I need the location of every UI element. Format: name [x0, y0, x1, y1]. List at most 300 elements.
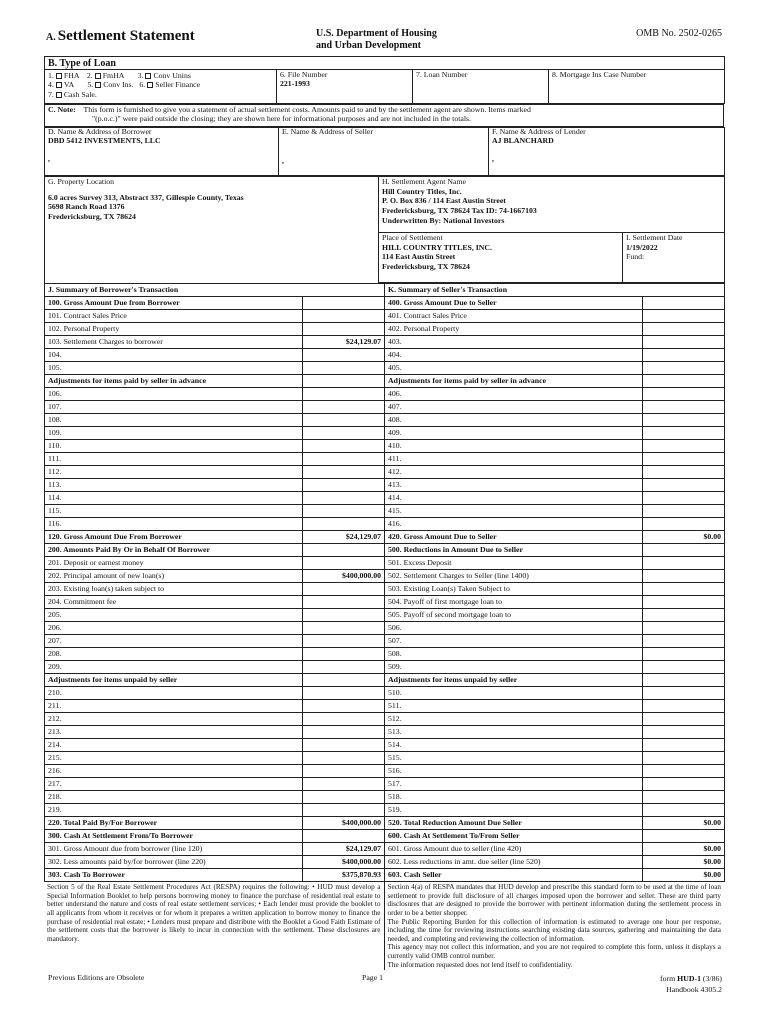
seller-line-amount[interactable] [643, 583, 725, 596]
seller-line-amount[interactable] [643, 739, 725, 752]
borrower-line-amount[interactable]: $400,000.00 [303, 570, 385, 583]
seller-line-amount[interactable] [643, 557, 725, 570]
seller-line-label: 602. Less reductions in amt. due seller (line 520) [385, 856, 643, 869]
seller-line-label: 405. [385, 362, 643, 375]
agent-line-3: Fredericksburg, TX 78624 Tax ID: 74-1667103 [382, 206, 537, 216]
summary-row [45, 609, 725, 622]
seller-line-label: 404. [385, 349, 643, 362]
borrower-name: DBD 5412 INVESTMENTS, LLC [48, 135, 161, 145]
property-location-cell [45, 177, 379, 283]
borrower-line-label: 210. [45, 687, 303, 700]
seller-line-amount[interactable]: $0.00 [643, 843, 725, 856]
respa-section-5-text: Section 5 of the Real Estate Settlement Procedures Act (RESPA) requires the following: • HUD must develop a Special Information Booklet to help persons borrowing money to finance the purchase of residential real estate to better understand the nature and costs of real estate settlement services; • Each lender must provide the booklet to all applicants from whom it receives or for whom it prepares a written application to borrow money to finance the purchase of residential real estate; • Lenders must prepare and distribute with the Booklet a Good Faith Estimate of the settlement costs that the borrower is likely to incur in connection with the settlement. These disclosures are mandatory. [44, 882, 384, 970]
seller-line-amount[interactable] [643, 635, 725, 648]
borrower-line-label: 103. Settlement Charges to borrower [45, 336, 303, 349]
summary-row [45, 843, 725, 856]
seller-line-label: 504. Payoff of first mortgage loan to [385, 596, 643, 609]
lender-label: F. Name & Address of Lender [492, 127, 586, 136]
borrower-line-label: 215. [45, 752, 303, 765]
summary-row [45, 349, 725, 362]
seller-line-label: 518. [385, 791, 643, 804]
lender-cell: F. Name & Address of Lender AJ BLANCHARD , [489, 128, 725, 176]
conv-unins-checkbox[interactable] [145, 73, 151, 79]
summary-row [45, 336, 725, 349]
summary-row [45, 739, 725, 752]
seller-line-label: 407. [385, 401, 643, 414]
borrower-line-label: 112. [45, 466, 303, 479]
summary-row [45, 375, 725, 388]
seller-line-label: 603. Cash Seller [385, 869, 643, 882]
seller-line-label: 409. [385, 427, 643, 440]
summary-row [45, 323, 725, 336]
borrower-cell: D. Name & Address of Borrower DBD 5412 INVESTMENTS, LLC , [45, 128, 279, 176]
summary-row [45, 518, 725, 531]
borrower-line-label: 202. Principal amount of new loan(s) [45, 570, 303, 583]
property-location-label: G. Property Location [48, 177, 115, 186]
file-number-label: 6. File Number [280, 70, 328, 79]
summary-row [45, 427, 725, 440]
va-checkbox[interactable] [56, 82, 62, 88]
seller-line-label: 510. [385, 687, 643, 700]
seller-line-amount[interactable] [643, 700, 725, 713]
agent-line-2: P. O. Box 836 / 114 East Austin Street [382, 196, 506, 206]
summary-row [45, 648, 725, 661]
borrower-line-amount[interactable] [303, 622, 385, 635]
seller-line-amount[interactable] [643, 687, 725, 700]
borrower-line-amount[interactable] [303, 583, 385, 596]
summary-row [45, 310, 725, 323]
borrower-line-amount[interactable] [303, 830, 385, 843]
parties-section [44, 127, 725, 176]
seller-line-label: 520. Total Reduction Amount Due Seller [385, 817, 643, 830]
seller-line-amount[interactable] [643, 479, 725, 492]
borrower-line-label: 106. [45, 388, 303, 401]
borrower-line-label: 204. Commitment fee [45, 596, 303, 609]
borrower-line-amount[interactable]: $375,870.93 [303, 869, 385, 882]
section-letter: A. [46, 32, 56, 43]
seller-cell: E. Name & Address of Seller , [279, 128, 489, 176]
settlement-date-label: I. Settlement Date [626, 233, 683, 242]
seller-line-label: 517. [385, 778, 643, 791]
borrower-line-amount[interactable] [303, 596, 385, 609]
borrower-line-amount[interactable]: $24,129.07 [303, 531, 385, 544]
borrower-line-amount[interactable] [303, 687, 385, 700]
property-line-3: Fredericksburg, TX 78624 [48, 212, 136, 222]
borrower-line-label: 200. Amounts Paid By Or in Behalf Of Borrower [45, 544, 303, 557]
seller-line-label: 516. [385, 765, 643, 778]
borrower-line-amount[interactable] [303, 492, 385, 505]
form-identifier: form HUD-1 (3/86) Handbook 4305.2 [660, 974, 722, 994]
borrower-line-label: 101. Contract Sales Price [45, 310, 303, 323]
seller-line-amount[interactable] [643, 713, 725, 726]
borrower-line-label: 213. [45, 726, 303, 739]
document-header [44, 22, 724, 56]
seller-line-label: 413. [385, 479, 643, 492]
borrower-line-label: 207. [45, 635, 303, 648]
summary-row [45, 791, 725, 804]
seller-line-amount[interactable] [643, 648, 725, 661]
seller-line-label: 403. [385, 336, 643, 349]
borrower-line-amount[interactable] [303, 440, 385, 453]
borrower-line-label: 208. [45, 648, 303, 661]
seller-line-label: 500. Reductions in Amount Due to Seller [385, 544, 643, 557]
seller-line-amount[interactable] [643, 466, 725, 479]
seller-line-amount[interactable] [643, 726, 725, 739]
department-name [316, 28, 437, 52]
borrower-label: D. Name & Address of Borrower [48, 127, 152, 136]
seller-line-amount[interactable] [643, 765, 725, 778]
borrower-line-amount[interactable] [303, 362, 385, 375]
borrower-line-label: 111. [45, 453, 303, 466]
seller-line-label: 502. Settlement Charges to Seller (line 1400) [385, 570, 643, 583]
seller-line-label: Adjustments for items paid by seller in advance [385, 375, 643, 388]
obsolete-notice: Previous Editions are Obsolete [48, 973, 145, 983]
borrower-line-label: 108. [45, 414, 303, 427]
conv-ins-checkbox[interactable] [95, 82, 101, 88]
summary-row [45, 401, 725, 414]
borrower-line-amount[interactable] [303, 427, 385, 440]
seller-line-amount[interactable] [643, 830, 725, 843]
note-text-1: This form is furnished to give you a statement of actual settlement costs. Amounts paid to and by the settlement agent are shown. Items marked [83, 105, 531, 114]
borrower-line-label: 203. Existing loan(s) taken subject to [45, 583, 303, 596]
title-text: Settlement Statement [57, 28, 195, 44]
seller-line-amount[interactable] [643, 661, 725, 674]
mortgage-case-cell[interactable] [549, 70, 725, 104]
file-number-cell[interactable] [277, 70, 413, 104]
summary-row [45, 674, 725, 687]
seller-line-label: 511. [385, 700, 643, 713]
seller-line-label: 503. Existing Loan(s) Taken Subject to [385, 583, 643, 596]
summary-row [45, 700, 725, 713]
borrower-line-amount[interactable] [303, 388, 385, 401]
seller-line-label: 505. Payoff of second mortgage loan to [385, 609, 643, 622]
borrower-line-label: 105. [45, 362, 303, 375]
seller-line-label: 506. [385, 622, 643, 635]
summary-row [45, 362, 725, 375]
seller-line-amount[interactable] [643, 427, 725, 440]
summary-row [45, 596, 725, 609]
note-text-2: "(p.o.c.)" were paid outside the closing; they are shown here for informational purposes and are not included in the totals. [92, 113, 471, 123]
borrower-line-amount[interactable] [303, 739, 385, 752]
note-label: C. Note: [48, 105, 76, 114]
seller-line-label: 519. [385, 804, 643, 817]
borrower-line-label: 120. Gross Amount Due From Borrower [45, 531, 303, 544]
summary-row [45, 726, 725, 739]
seller-line-amount[interactable] [643, 297, 725, 310]
summary-row [45, 778, 725, 791]
seller-line-amount[interactable] [643, 544, 725, 557]
summary-row [45, 583, 725, 596]
seller-line-amount[interactable] [643, 375, 725, 388]
seller-line-amount[interactable] [643, 518, 725, 531]
seller-line-amount[interactable] [643, 791, 725, 804]
summary-row [45, 713, 725, 726]
borrower-line-label: 113. [45, 479, 303, 492]
borrower-line-label: 107. [45, 401, 303, 414]
summary-row [45, 414, 725, 427]
place-of-settlement-cell [379, 233, 623, 283]
seller-line-amount[interactable] [643, 492, 725, 505]
seller-line-amount[interactable] [643, 674, 725, 687]
borrower-line-label: Adjustments for items paid by seller in advance [45, 375, 303, 388]
borrower-summary-heading: J. Summary of Borrower's Transaction [45, 284, 385, 297]
summary-row [45, 453, 725, 466]
borrower-line-amount[interactable]: $400,000.00 [303, 817, 385, 830]
borrower-line-label: 209. [45, 661, 303, 674]
borrower-line-amount[interactable] [303, 557, 385, 570]
borrower-line-label: 303. Cash To Borrower [45, 869, 303, 882]
borrower-line-amount[interactable] [303, 648, 385, 661]
place-line-1: HILL COUNTRY TITLES, INC. [382, 242, 492, 252]
seller-line-amount[interactable] [643, 349, 725, 362]
borrower-line-label: 218. [45, 791, 303, 804]
borrower-line-label: 219. [45, 804, 303, 817]
borrower-line-label: 114. [45, 492, 303, 505]
borrower-line-label: 104. [45, 349, 303, 362]
borrower-line-amount[interactable] [303, 401, 385, 414]
borrower-line-amount[interactable] [303, 791, 385, 804]
seller-line-amount[interactable] [643, 778, 725, 791]
borrower-line-amount[interactable] [303, 778, 385, 791]
borrower-line-amount[interactable] [303, 661, 385, 674]
seller-line-amount[interactable] [643, 622, 725, 635]
borrower-line-amount[interactable] [303, 349, 385, 362]
fha-checkbox[interactable] [56, 73, 62, 79]
borrower-line-label: 214. [45, 739, 303, 752]
fmha-checkbox[interactable] [95, 73, 101, 79]
seller-line-label: 411. [385, 453, 643, 466]
page-footer [44, 974, 724, 998]
loan-type-options: 1. FHA 2. FmHA 3. Conv Unins 4. VA 5. Conv Ins. 6. Seller Finance 7. Cash Sale. [45, 70, 277, 104]
page-number: Page 1 [362, 973, 384, 983]
summary-row [45, 570, 725, 583]
seller-line-amount[interactable] [643, 804, 725, 817]
loan-number-cell[interactable] [413, 70, 549, 104]
borrower-line-label: 201. Deposit or earnest money [45, 557, 303, 570]
handbook-number: Handbook 4305.2 [666, 984, 722, 994]
borrower-line-amount[interactable]: $400,000.00 [303, 856, 385, 869]
summary-row [45, 830, 725, 843]
seller-finance-checkbox[interactable] [147, 82, 153, 88]
summary-row [45, 635, 725, 648]
borrower-line-amount[interactable]: $24,129.07 [303, 843, 385, 856]
seller-line-amount[interactable] [643, 609, 725, 622]
borrower-line-label: 211. [45, 700, 303, 713]
file-number-value: 221-1993 [280, 78, 310, 88]
respa-4a-paragraph: Section 4(a) of RESPA mandates that HUD develop and prescribe this standard form to be used at the time of loan settlement to provide full disclosure of all charges imposed upon the borrower and seller. These are third party disclosures that are designed to provide the borrower with pertinent information during the settlement process in order to be a better shopper. [387, 883, 721, 917]
borrower-line-amount[interactable] [303, 297, 385, 310]
borrower-line-label: 220. Total Paid By/For Borrower [45, 817, 303, 830]
seller-line-label: 401. Contract Sales Price [385, 310, 643, 323]
borrower-line-label: 110. [45, 440, 303, 453]
seller-line-label: 515. [385, 752, 643, 765]
loan-number-label: 7. Loan Number [416, 70, 468, 79]
borrower-line-amount[interactable] [303, 310, 385, 323]
borrower-line-label: Adjustments for items unpaid by seller [45, 674, 303, 687]
seller-line-amount[interactable] [643, 336, 725, 349]
summary-row [45, 388, 725, 401]
seller-summary-heading: K. Summary of Seller's Transaction [385, 284, 725, 297]
respa-section-4-text [384, 882, 724, 970]
seller-line-label: 402. Personal Property [385, 323, 643, 336]
seller-line-label: 414. [385, 492, 643, 505]
department-line-1: U.S. Department of Housing [316, 28, 437, 39]
seller-line-amount[interactable] [643, 401, 725, 414]
borrower-line-amount[interactable] [303, 453, 385, 466]
seller-line-amount[interactable] [643, 752, 725, 765]
summary-row [45, 765, 725, 778]
summary-row [45, 622, 725, 635]
seller-line-label: 512. [385, 713, 643, 726]
seller-line-label: 501. Excess Deposit [385, 557, 643, 570]
property-line-2: 5698 Ranch Road 1376 [48, 202, 125, 212]
seller-line-label: 507. [385, 635, 643, 648]
form-name: HUD-1 [677, 974, 701, 984]
summary-row [45, 492, 725, 505]
borrower-line-label: 206. [45, 622, 303, 635]
borrower-line-amount[interactable] [303, 635, 385, 648]
summary-row [45, 856, 725, 869]
borrower-line-amount[interactable] [303, 505, 385, 518]
seller-line-label: 513. [385, 726, 643, 739]
borrower-line-amount[interactable] [303, 804, 385, 817]
borrower-line-amount[interactable] [303, 518, 385, 531]
seller-line-amount[interactable] [643, 323, 725, 336]
borrower-line-amount[interactable] [303, 726, 385, 739]
summary-table [44, 283, 725, 882]
property-line-1: 6.0 acres Survey 313, Abstract 337, Gillespie County, Texas [48, 192, 244, 202]
borrower-line-label: 216. [45, 765, 303, 778]
settlement-agent-cell [379, 177, 725, 233]
seller-line-label: 416. [385, 518, 643, 531]
summary-row [45, 531, 725, 544]
lender-name: AJ BLANCHARD [492, 135, 554, 145]
summary-row [45, 752, 725, 765]
summary-row [45, 544, 725, 557]
agent-line-1: Hill Country Titles, Inc. [382, 186, 462, 196]
legal-disclosure [44, 882, 724, 970]
borrower-line-label: 217. [45, 778, 303, 791]
borrower-line-amount[interactable] [303, 765, 385, 778]
borrower-line-label: 300. Cash At Settlement From/To Borrower [45, 830, 303, 843]
type-of-loan-section [44, 56, 725, 104]
seller-line-label: 400. Gross Amount Due to Seller [385, 297, 643, 310]
seller-line-amount[interactable] [643, 570, 725, 583]
summary-row [45, 687, 725, 700]
place-line-2: 114 East Austin Street [382, 252, 456, 262]
borrower-line-label: 212. [45, 713, 303, 726]
seller-line-amount[interactable] [643, 310, 725, 323]
borrower-line-label: 205. [45, 609, 303, 622]
settlement-date-cell [623, 233, 725, 283]
seller-line-amount[interactable] [643, 388, 725, 401]
borrower-line-label: 301. Gross Amount due from borrower (line 120) [45, 843, 303, 856]
cash-sale-checkbox[interactable] [56, 92, 62, 98]
borrower-line-label: 100. Gross Amount Due from Borrower [45, 297, 303, 310]
property-agent-section [44, 176, 725, 283]
seller-line-amount[interactable]: $0.00 [643, 856, 725, 869]
settlement-agent-label: H. Settlement Agent Name [382, 177, 467, 186]
reporting-burden-paragraph: The Public Reporting Burden for this collection of information is estimated to average one hour per response, including the time for reviewing instructions searching existing data sources, gathering and maintaining the data needed, and completing and reviewing the collection of information. [387, 917, 721, 943]
seller-line-amount[interactable] [643, 453, 725, 466]
borrower-line-amount[interactable] [303, 414, 385, 427]
borrower-line-amount[interactable] [303, 323, 385, 336]
summary-row [45, 661, 725, 674]
seller-line-label: 410. [385, 440, 643, 453]
borrower-line-label: 302. Less amounts paid by/for borrower (line 220) [45, 856, 303, 869]
borrower-line-amount[interactable] [303, 713, 385, 726]
borrower-line-amount[interactable] [303, 609, 385, 622]
seller-line-amount[interactable] [643, 414, 725, 427]
borrower-line-amount[interactable] [303, 544, 385, 557]
seller-line-label: 601. Gross Amount due to seller (line 420) [385, 843, 643, 856]
summary-row [45, 557, 725, 570]
seller-line-amount[interactable]: $0.00 [643, 531, 725, 544]
summary-row [45, 479, 725, 492]
fund-label: Fund: [626, 252, 645, 262]
summary-row [45, 869, 725, 882]
mortgage-case-label: 8. Mortgage Ins Case Number [552, 70, 647, 79]
seller-line-amount[interactable]: $0.00 [643, 817, 725, 830]
borrower-line-amount[interactable]: $24,129.07 [303, 336, 385, 349]
seller-line-label: 420. Gross Amount Due to Seller [385, 531, 643, 544]
borrower-line-amount[interactable] [303, 674, 385, 687]
borrower-line-label: 109. [45, 427, 303, 440]
seller-line-amount[interactable]: $0.00 [643, 869, 725, 882]
seller-line-label: Adjustments for items unpaid by seller [385, 674, 643, 687]
seller-line-label: 415. [385, 505, 643, 518]
summary-row [45, 817, 725, 830]
borrower-line-amount[interactable] [303, 466, 385, 479]
note-section [44, 104, 724, 127]
seller-line-label: 408. [385, 414, 643, 427]
document-title [46, 28, 195, 45]
seller-line-amount[interactable] [643, 440, 725, 453]
borrower-line-amount[interactable] [303, 752, 385, 765]
settlement-date-value: 1/19/2022 [626, 242, 658, 252]
department-line-2: and Urban Development [316, 40, 422, 51]
settlement-statement-page [44, 22, 724, 998]
borrower-line-label: 102. Personal Property [45, 323, 303, 336]
seller-line-label: 509. [385, 661, 643, 674]
borrower-line-amount[interactable] [303, 479, 385, 492]
borrower-line-amount[interactable] [303, 375, 385, 388]
summary-row [45, 505, 725, 518]
seller-line-label: 412. [385, 466, 643, 479]
seller-line-label: 406. [385, 388, 643, 401]
summary-row [45, 804, 725, 817]
seller-line-label: 600. Cash At Settlement To/From Seller [385, 830, 643, 843]
summary-row [45, 466, 725, 479]
summary-row [45, 297, 725, 310]
type-of-loan-heading: B. Type of Loan [45, 57, 725, 70]
confidentiality-paragraph: The information requested does not lend itself to confidentiality. [387, 960, 573, 969]
borrower-line-label: 116. [45, 518, 303, 531]
seller-line-amount[interactable] [643, 596, 725, 609]
seller-line-amount[interactable] [643, 362, 725, 375]
seller-label: E. Name & Address of Seller [282, 127, 373, 136]
place-label: Place of Settlement [382, 233, 443, 242]
borrower-line-amount[interactable] [303, 700, 385, 713]
seller-line-label: 514. [385, 739, 643, 752]
agent-line-4: Underwritten By: National Investors [382, 215, 505, 225]
summary-row [45, 440, 725, 453]
omb-number: OMB No. 2502-0265 [636, 28, 722, 39]
borrower-line-label: 115. [45, 505, 303, 518]
seller-line-amount[interactable] [643, 505, 725, 518]
place-line-3: Fredericksburg, TX 78624 [382, 262, 470, 272]
omb-control-paragraph: This agency may not collect this information, and you are not required to complete this form, unless it displays a currently valid OMB control number. [387, 943, 721, 961]
